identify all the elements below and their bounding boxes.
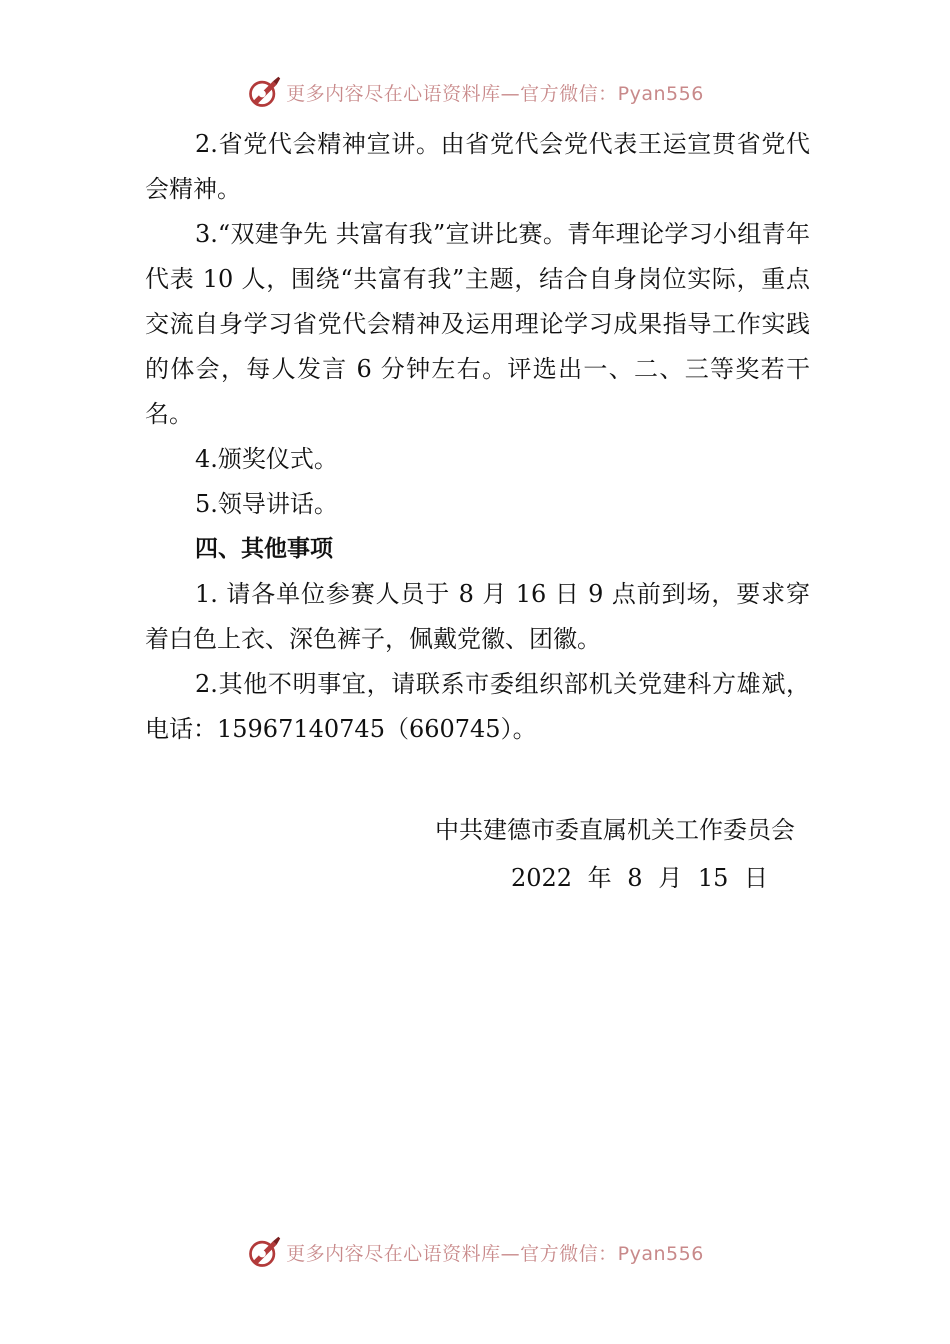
- paragraph-item-2: 2.省党代会精神宣讲。由省党代会党代表王运宣贯省党代会精神。: [145, 130, 810, 203]
- paragraph-item-3: 3.“双建争先 共富有我”宣讲比赛。青年理论学习小组青年代表 10 人，围绕“共富有我”主题，结合自身岗位实际，重点交流自身学习省党代会精神及运用理论学习成果指导工作实践的体会，每人发言 6 分钟左右。评选出一、二、三等奖若干名。: [145, 220, 810, 428]
- signature-date: 2022 年 8 月 15 日: [510, 864, 768, 892]
- section-heading-other-matters: 四、其他事项: [195, 536, 333, 562]
- paragraph-other-1: 1. 请各单位参赛人员于 8 月 16 日 9 点前到场，要求穿着白色上衣、深色裤子，佩戴党徽、团徽。: [145, 580, 810, 653]
- signature-organization: 中共建德市委直属机关工作委员会: [435, 816, 795, 844]
- watermark-footer: [0, 1232, 950, 1272]
- watermark-text: 更多内容尽在心语资料库—官方微信：Pyan556: [286, 1242, 704, 1265]
- watermark-text: 更多内容尽在心语资料库—官方微信：Pyan556: [286, 82, 704, 105]
- document-body: [145, 122, 810, 752]
- paragraph-other-2: 2.其他不明事宜，请联系市委组织部机关党建科方雄斌，电话：15967140745（660745）。: [145, 670, 810, 743]
- pen-logo-icon: [246, 1234, 282, 1270]
- paragraph-item-5: 5.领导讲话。: [195, 490, 338, 518]
- pen-logo-icon: [246, 74, 282, 110]
- watermark-header: [0, 72, 950, 112]
- paragraph-item-4: 4.颁奖仪式。: [195, 445, 338, 473]
